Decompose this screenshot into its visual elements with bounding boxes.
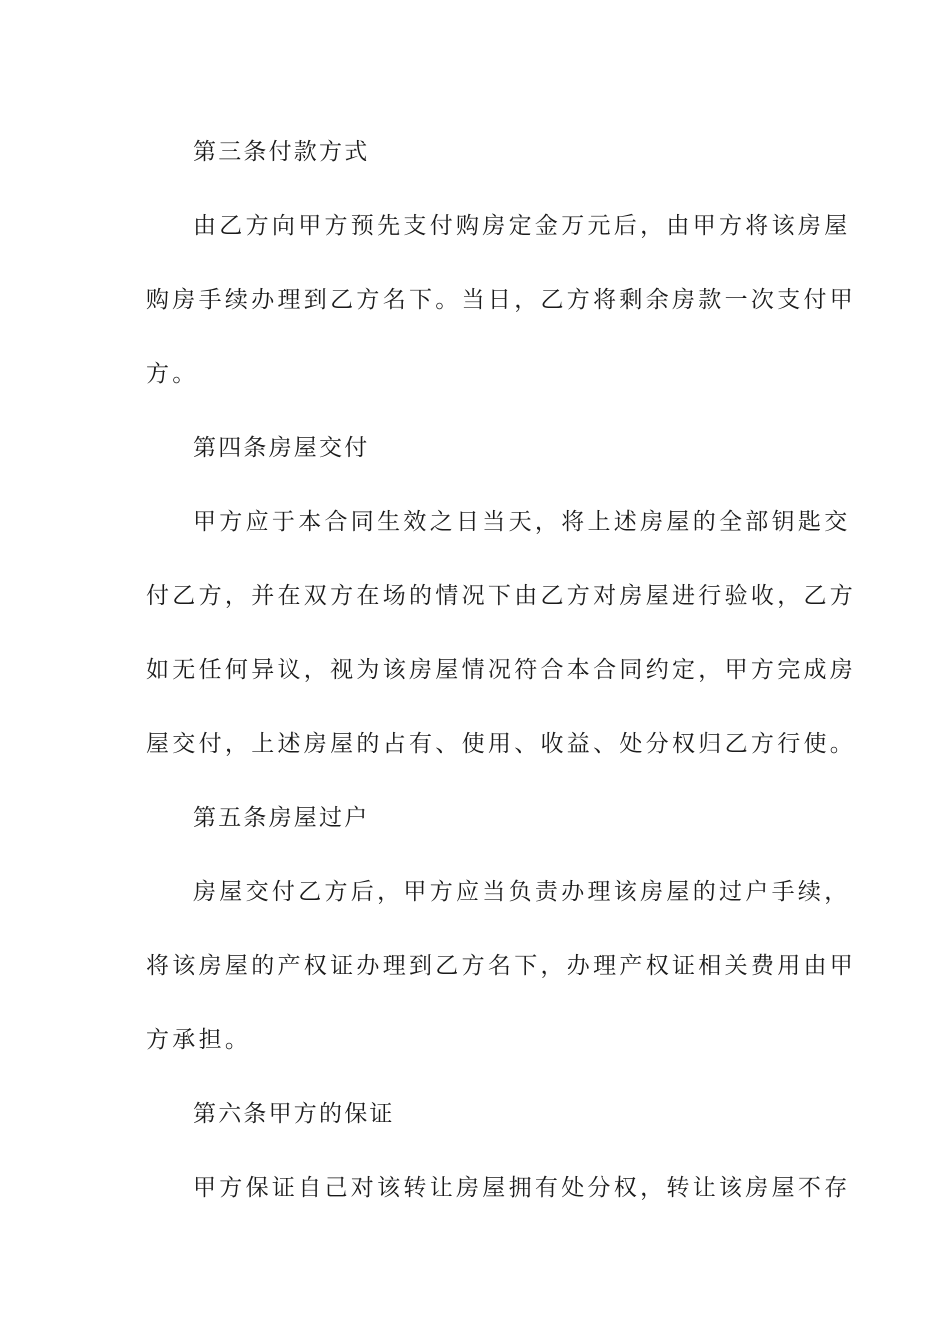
section-heading: 第三条付款方式 <box>193 139 370 165</box>
paragraph-line: 房屋交付乙方后，甲方应当负责办理该房屋的过户手续， <box>193 879 851 905</box>
paragraph-line: 将该房屋的产权证办理到乙方名下，办理产权证相关费用由甲 <box>146 953 857 979</box>
paragraph-line: 付乙方，并在双方在场的情况下由乙方对房屋进行验收，乙方 <box>146 583 857 609</box>
paragraph-line: 方。 <box>146 361 199 387</box>
paragraph-line: 由乙方向甲方预先支付购房定金万元后，由甲方将该房屋 <box>193 213 851 239</box>
section-heading: 第五条房屋过户 <box>193 805 370 831</box>
paragraph-line: 如无任何异议，视为该房屋情况符合本合同约定，甲方完成房 <box>146 657 857 683</box>
paragraph-line: 购房手续办理到乙方名下。当日，乙方将剩余房款一次支付甲 <box>146 287 857 313</box>
paragraph-line: 方承担。 <box>146 1027 252 1053</box>
paragraph-line: 甲方应于本合同生效之日当天，将上述房屋的全部钥匙交 <box>193 509 851 535</box>
paragraph-line: 甲方保证自己对该转让房屋拥有处分权，转让该房屋不存 <box>193 1175 851 1201</box>
section-heading: 第六条甲方的保证 <box>193 1101 395 1127</box>
paragraph-line: 屋交付，上述房屋的占有、使用、收益、处分权归乙方行使。 <box>146 731 857 757</box>
section-heading: 第四条房屋交付 <box>193 435 370 461</box>
